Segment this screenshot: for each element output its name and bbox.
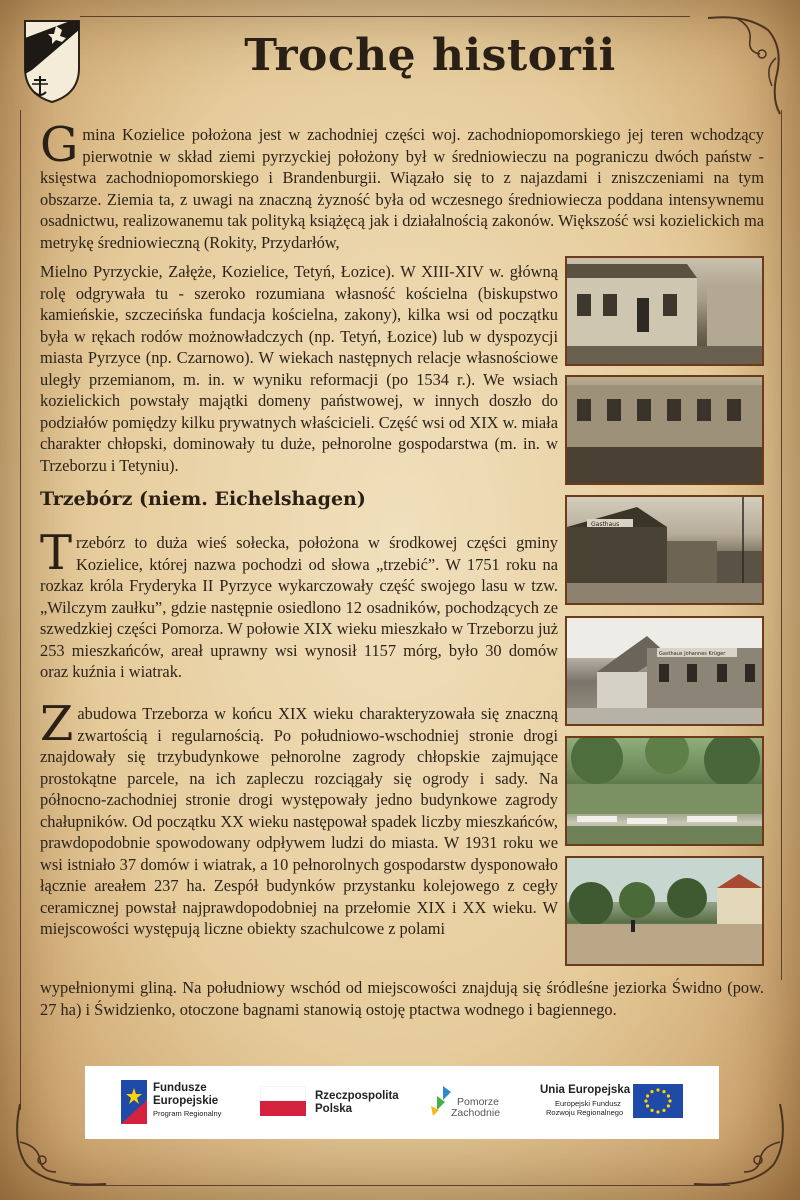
historic-photo-3 [565,495,764,605]
rp-line1: Rzeczpospolita [315,1090,399,1102]
dropcap-t: T [40,525,73,581]
zabudowa-paragraph [40,696,558,940]
frame-line-top [80,16,690,17]
ue-line1: Unia Europejska [540,1084,631,1096]
intro-paragraph [40,117,764,253]
intro-paragraph-column: Mielno Pyrzyckie, Załęże, Kozielice, Tetyń, Łozice). W XIII-XIV w. główną rolę odgrywała tu - szeroko rozumiana własność kościelna (biskupstwo kamieńskie, szczecińska fundacja kościelna, zakony), kilka wsi od początku była w rękach rodów możnowładczych (np. Tetyń, Łozice) lub w dyspozycji miasta Pyrzyce (np. Czarnowo). W wiekach następnych relacje własnościowe uległy przemianom, m. in. w wyniku reformacji (po 1534 r.). We wsiach kozielickich powstały majątki domeny państwowej, w innych doszło do podziałów pomiędzy kilku prywatnych właścicieli. Część wsi od XIX w. miała charakter chłopski, dominowały tu duże, pełnorolne gospodarstwa (m. in. w Trzeborzu i Tetyniu). [40,262,558,475]
eu-flag-icon [633,1084,683,1118]
historic-photo-6 [565,856,764,966]
fundusze-line1: Fundusze [153,1082,207,1094]
dropcap-g: G [40,117,79,173]
trzeborz-paragraph [40,525,558,683]
fundusze-line2: Europejskie [153,1095,219,1107]
historic-photo-4 [565,616,764,726]
zabudowa-paragraph-continued: wypełnionymi gliną. Na południowy wschód od miejscowości znajdują się śródleśne jeziorka Świdno (pow. 27 ha) i Świdzienko, otoczone bagnami stanowią ostoję ptactwa wodnego i bagiennego. [40,978,764,1019]
page-title: Trochę historii [244,30,616,81]
historic-photo-5 [565,736,764,846]
fundusze-europejskie-icon [121,1080,147,1124]
ue-line3: Rozwoju Regionalnego [546,1108,624,1117]
pomorze-line1: Pomorze [457,1096,500,1108]
coat-of-arms-icon [22,18,82,104]
pomorze-line2: Zachodnie [451,1107,501,1119]
ue-line2: Europejski Fundusz [555,1099,621,1108]
polish-flag-icon [260,1086,306,1116]
historic-photo-1 [565,256,764,366]
intro-text-full: mina Kozielice położona jest w zachodniej części woj. zachodniopomorskiego jej teren wchodzący pierwotnie w skład ziemi pyrzyckiej położony był w średniowieczu na pograniczu dwóch państw -księstwa zachodniopomorskiego i Brandenburgii. Wiązało się to z najazdami i zniszczeniami na tym obszarze. Ziemia ta, z uwagi na znaczną żyzność była od wczesnego średniowiecza poddana intensywnemu osadnictwu, realizowanemu tak polityką książęcą jak i działalnością zakonów. Większość wsi kozielickich ma metrykę średniowieczną (Rokity, Przydarłów, [40,125,764,252]
sign-text-4: Gasthaus Johannes Krüger [659,651,726,657]
fundusze-line3: Program Regionalny [153,1109,222,1118]
frame-line-left [20,110,21,1110]
sponsor-logos-strip [85,1066,719,1139]
rp-line2: Polska [315,1103,353,1115]
zabudowa-text: abudowa Trzeborza w końcu XIX wieku charakteryzowała się znaczną zwartością i regularnością. Po południowo-wschodniej stronie drogi znajdowały się trzybudynkowe pełnorolne zagrody chłopskie zajmujące prostokątne parcele, na ich zapleczu rozciągały się ogrody i sady. Na północno-zachodniej stronie drogi występowały jedno budynkowe zagrody chałupników. Od początku XX wieku następował spadek liczby mieszkańców, prawdopodobnie spowodowany odpływem ludzi do miasta. W 1931 roku we wsi istniało 37 domów i wiatrak, a 10 pełnorolnych gospodarstw dysponowało łącznie areałem 237 ha. Zespół budynków przystanku kolejowego z cegły ceramicznej powstał najprawdopodobniej na przełomie XIX i XX wieku. W miejscowości występują liczne obiekty szachulcowe z polami [40,704,558,938]
historic-photo-2 [565,375,764,485]
dropcap-z: Z [40,696,74,752]
section-heading: Trzebórz (niem. Eichelshagen) [40,488,366,510]
frame-line-bottom [70,1185,730,1186]
frame-line-right [781,110,782,980]
trzeborz-text: rzebórz to duża wieś sołecka, położona w środkowej części gminy Kozielice, której nazwa pochodzi od słowa „trzebić”. W 1751 roku na rozkaz króla Fryderyka II Pyrzyce wykarczowały część swojego lasu w tzw. „Wilczym zaułku”, gdzie następnie osiedlono 12 osadników, pochodzących ze szwedzkiej części Pomorza. W połowie XIX wieku mieszkało w Trzeborzu już 253 mieszkańców, areał uprawny wsi wynosił 1157 mórg, było 30 domów oraz kuźnia i wiatrak. [40,533,558,681]
sign-text-3: Gasthaus [591,521,620,528]
